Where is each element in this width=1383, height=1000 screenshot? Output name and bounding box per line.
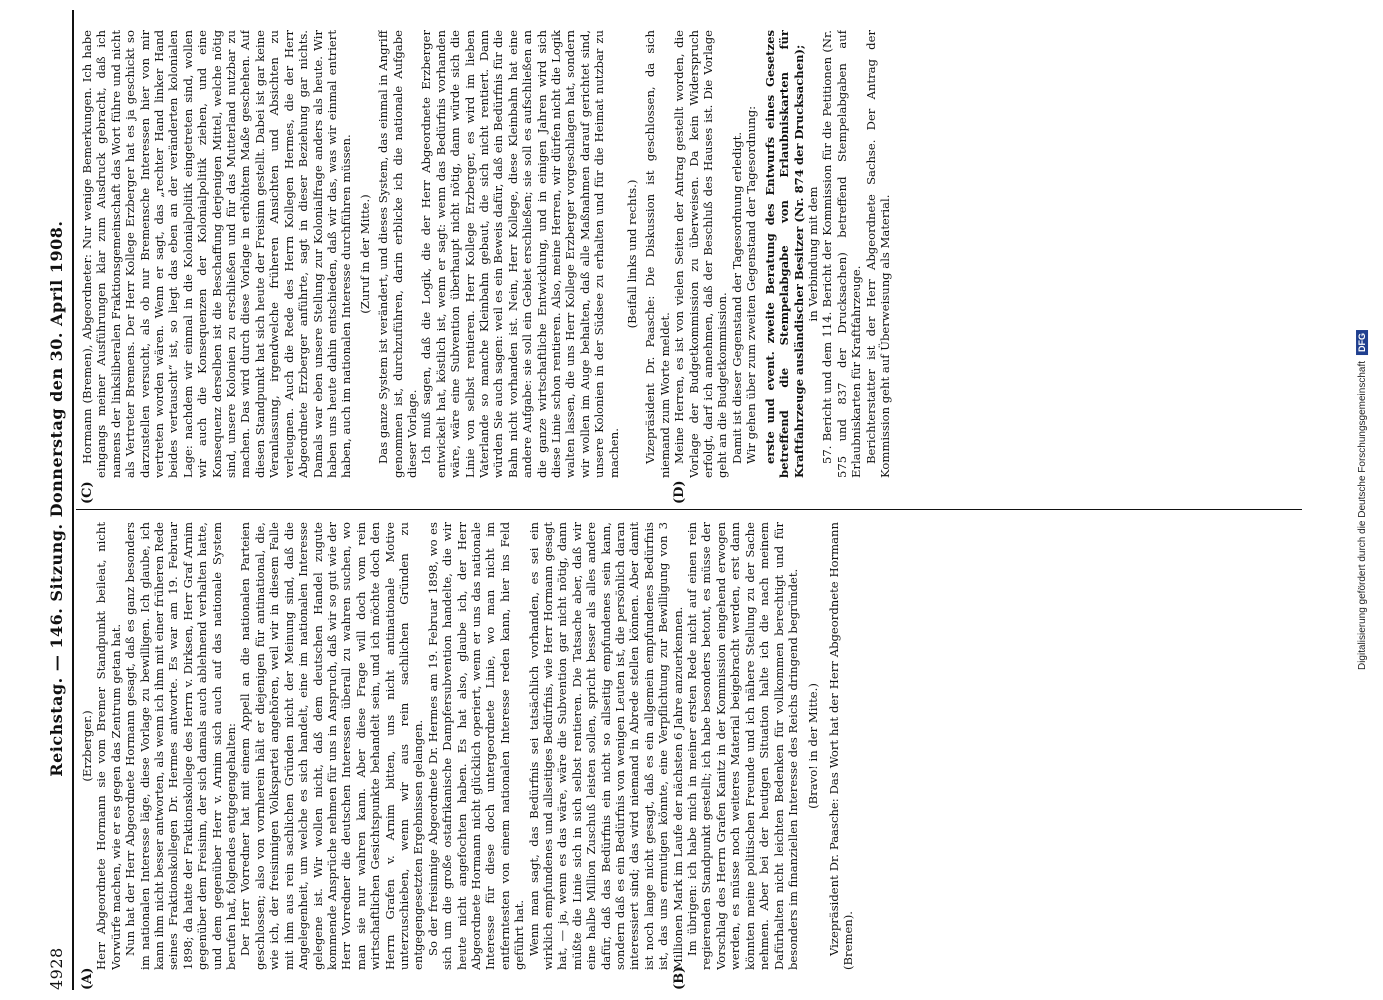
left-quote-paragraph: Der Herr Vorredner hat mit einem Appell an die nationalen Parteien geschlossen; also von vornherein hält er diejenigen für antinational, die, wie ich, der freisinnigen Volkspartei angehören, weil wir in diesem Falle mit ihm aus rein sachlichen Gründen nicht der Meinung sind, daß die Angelegenheit, um welche es sich handelt, eine im nationalen Interesse gelegene ist. Wir wollen nicht, daß dem deutschen Handel zugute kommende Ansprüche nehmen für uns in Anspruch, daß wir so gut wie der Herr Vorredner die deutschen Interessen überall zu wahren suchen, wo man sie nur wahren kann. Aber diese Frage will doch vom rein wirtschaftlichen Gesichtspunkte behandelt sein, und ich möchte doch den Herrn Grafen v. Arnim bitten, uns nicht antinationale Motive unterzuschieben, wenn wir aus rein sachlichen Gründen zu entgegengesetzten Ergebnissen gelangen. bbox=[238, 522, 426, 970]
left-paragraph: Herr Abgeordnete Hormann sie vom Bremer Standpunkt beileat, nicht Vorwürfe machen, wie er es gegen das Zentrum getan hat. bbox=[94, 522, 123, 970]
column-divider bbox=[76, 509, 1302, 510]
page-number: 4928 bbox=[47, 947, 66, 990]
left-paragraph: So der freisinnige Abgeordnete Dr. Hermes am 19. Februar 1898, wo es sich um die große ostafrikanische Dampfersubvention handelte, die wir heute nicht angefochten haben. Es hat also, glaube ich, der Herr Abgeordnete Hormann nicht glücklich operiert, wenn er uns das nationale Interesse für diese doch untergeordnete Linie, wo man nicht im entferntesten von einem nationalen Interesse reden kann, hier ins Feld geführt hat. bbox=[425, 522, 527, 970]
right-paragraph: Damit ist dieser Gegenstand der Tagesordnung erledigt. bbox=[729, 131, 744, 464]
right-column bbox=[80, 30, 1300, 478]
margin-marker-d: (D) bbox=[672, 480, 687, 504]
right-paragraph: Ich muß sagen, daß die Logik, die der Herr Abgeordnete Erzberger entwickelt hat, köstlich ist, wenn er sagt: wenn das Bedürfnis vorhanden wäre, wäre eine Subvention überhaupt nicht nötig, dann würde sich die Linie von selbst rentieren. Herr Kollege Erzberger, es wird im lieben Vaterlande so manche Kleinbahn gebaut, die sich nicht rentiert. Dann würden Sie auch sagen: weil es ein Beweis dafür, daß ein Bedürfnis für die Bahn nicht vorhanden ist. Nein, Herr Kollege, diese Kleinbahn hat eine andere Aufgabe: sie soll ein Gebiet erschließen; sie soll es aufschließen an die ganze wirtschaftliche Entwicklung, und in einigen Jahren wird sich diese Linie schon rentieren. Also, meine Herren, wir dürfen nicht die Logik walten lassen, die uns Herr Kollege Erzberger vorgeschlagen hat, sondern wir wollen im Auge behalten, daß alle Maßnahmen darauf gerichtet sind, unsere Kolonien in der Südsee zu erhalten und für die Heimat nutzbar zu machen. bbox=[419, 30, 621, 478]
right-paragraph: Wir gehen über zum zweiten Gegenstand der Tagesordnung: bbox=[744, 105, 759, 464]
applause-note: (Bravo! in der Mitte.) bbox=[806, 683, 821, 809]
right-paragraph: Vizepräsident Dr. Paasche: Die Diskussion ist geschlossen, da sich niemand zum Worte meldet. bbox=[643, 30, 672, 478]
dfg-logo: DFG bbox=[1356, 330, 1368, 355]
margin-marker-a: (A) bbox=[80, 967, 95, 990]
left-column bbox=[80, 522, 1300, 970]
digitization-credit-bar bbox=[1351, 0, 1373, 1000]
rotated-page bbox=[32, 10, 1312, 990]
agenda-sub: in Verbindung mit dem bbox=[805, 186, 820, 322]
right-paragraph: Hormann (Bremen), Abgeordneter: Nur wenige Bemerkungen. Ich habe eingangs meiner Ausführungen klar zum Ausdruck gebracht, daß ich namens der linksliberalen Fraktionsgemeinschaft das Wort führe und nicht als Vertreter Bremens. Der Herr Kollege Erzberger hat es ja geschickt so darzustellen versucht, als ob nur Bremensche Interessen hier von mir vertreten worden wären. Wenn er sagt, das „rechter Hand linker Hand beides vertauscht“ ist, so liegt das eben an der veränderten kolonialen Lage: nachdem wir einmal in die Kolonialpolitik eingetreten sind, wollen wir auch die Konsequenzen der Kolonialpolitik ziehen, und eine Konsequenz derselben ist die Beschaffung derjenigen Mittel, welche nötig sind, unsere Kolonien zu erschließen und für das Mutterland nutzbar zu machen. Das wird durch diese Vorlage in erhöhtem Maße geschehen. Auf diesen Standpunkt hat sich heute der Freisinn gestellt. Dabei ist gar keine Veranlassung, irgendwelche früheren Ansichten und Absichten zu verleugnen. Auch die Rede des Herrn Kollegen Hermes, die der Herr Abgeordnete Erzberger anführte, sagt in dieser Beziehung gar nichts. Damals war eben unsere Stellung zur Kolonialfrage anders als heute. Wir haben uns heute dahin entschieden, daß wir das, was wir einmal entriert haben, auch im nationalen Interesse durchführen müssen. bbox=[80, 30, 354, 478]
margin-marker-c: (C) bbox=[80, 481, 95, 504]
president-line: Vizepräsident Dr. Paasche: Das Wort hat der Herr Abgeordnete Hormann (Bremen). bbox=[826, 522, 856, 970]
left-paragraph: Wenn man sagt, das Bedürfnis sei tatsächlich vorhanden, es sei ein wirklich empfundenes und allseitiges Bedürfnis, wie Herr Hormann gesagt hat, — ja, wenn es das wäre, wäre die Subvention gar nicht nötig, dann müßte die Linie sich in sich selbst rentieren. Die Tatsache aber, daß wir eine halbe Million Zuschuß leisten sollen, spricht besser als alles andere dafür, daß das Bedürfnis ein nicht so allseitig empfundenes sein kann, sondern daß es ein Bedürfnis von wenigen Leuten ist, die persönlich daran interessiert sind; das wird niemand in Abrede stellen können. Aber damit ist noch lange nicht gesagt, daß es ein allgemein empfundenes Bedürfnis ist, das uns ermutigen könnte, eine Verpflichtung zur Bewilligung von 3 Millionen Mark im Laufe der nächsten 6 Jahre anzuerkennen. bbox=[526, 522, 685, 970]
page-header-title: Reichstag. — 146. Sitzung. Donnerstag den 30. April 1908. bbox=[47, 220, 66, 777]
left-paragraph: Im übrigen: ich habe mich in meiner ersten Rede nicht auf einen rein regierenden Standpunkt gestellt; ich habe besonders betont, es müsse der Vorschlag des Herrn Grafen Kanitz in der Kommission eingehend erwogen werden, es müsse noch weiteres Material beigebracht werden, erst dann könnten meine politischen Freunde und ich nähere Stellung zu der Sache nehmen. Aber bei der heutigen Situation halte ich die nach meinem Dafürhalten nicht leichten Bedenken für vollkommen berechtigt und für besonders im finanziellen Interesse des Reichs dringend begründet. bbox=[685, 522, 800, 970]
margin-marker-b: (B) bbox=[672, 966, 687, 990]
interjection-note: (Zuruf in der Mitte.) bbox=[357, 194, 372, 314]
agenda-item-petitions: 57. Bericht und dem 114. Bericht der Kommission für die Petitionen (Nr. 575 und 837 der Drucksachen) betreffend Stempelabgaben auf Erlaubniskarten für Kraftfahrzeuge. bbox=[820, 30, 864, 478]
header-rule bbox=[72, 10, 74, 990]
right-paragraph: Meine Herren, es ist von vielen Seiten der Antrag gestellt worden, die Vorlage der Budgetkommission zu überweisen. Da kein Widerspruch erfolgt, darf ich annehmen, daß der Beschluß des Hauses ist. Die Vorlage geht an die Budgetkommission. bbox=[672, 30, 730, 478]
agenda-item: erste und event. zweite Beratung des Entwurfs eines Gesetzes betreffend die Stempelabgabe von Erlaubniskarten für Kraftfahrzeuge ausländischer Besitzer (Nr. 874 der Drucksachen); bbox=[762, 30, 806, 478]
left-paragraph: Nun hat der Herr Abgeordnete Hormann gesagt, daß es ganz besonders im nationalen Interesse läge, diese Vorlage zu bewilligen. Ich glaube, ich kann ihm nicht besser antworten, als wenn ich ihm mit einer früheren Rede seines Fraktionskollegen Dr. Hermes antworte. Es war am 19. Februar 1898; da hatte der Fraktionskollege des Herrn v. Dirksen, Herr Graf Arnim gegenüber dem Freisinn, der sich damals auch ablehnend verhalten hatte, und dem gegenüber Herr v. Arnim sich auch auf das nationale System berufen hat, folgendes entgegengehalten: bbox=[123, 522, 239, 970]
page-header bbox=[32, 10, 66, 990]
reporter-line: Berichterstatter ist der Herr Abgeordnete Sachse. Der Antrag der Kommission geht auf Überweisung als Material. bbox=[863, 30, 892, 478]
right-paragraph: Das ganze System ist verändert, und dieses System, das einmal in Angriff genommen ist, durchzuführen, darin erblicke ich die nationale Aufgabe dieser Vorlage. bbox=[376, 30, 419, 478]
digitization-credit: Digitalisierung gefördert durch die Deutsche Forschungsgemeinschaft bbox=[1356, 360, 1368, 671]
applause-note: (Beifall links und rechts.) bbox=[625, 179, 640, 329]
speaker-continued: (Erzberger.) bbox=[80, 710, 94, 782]
